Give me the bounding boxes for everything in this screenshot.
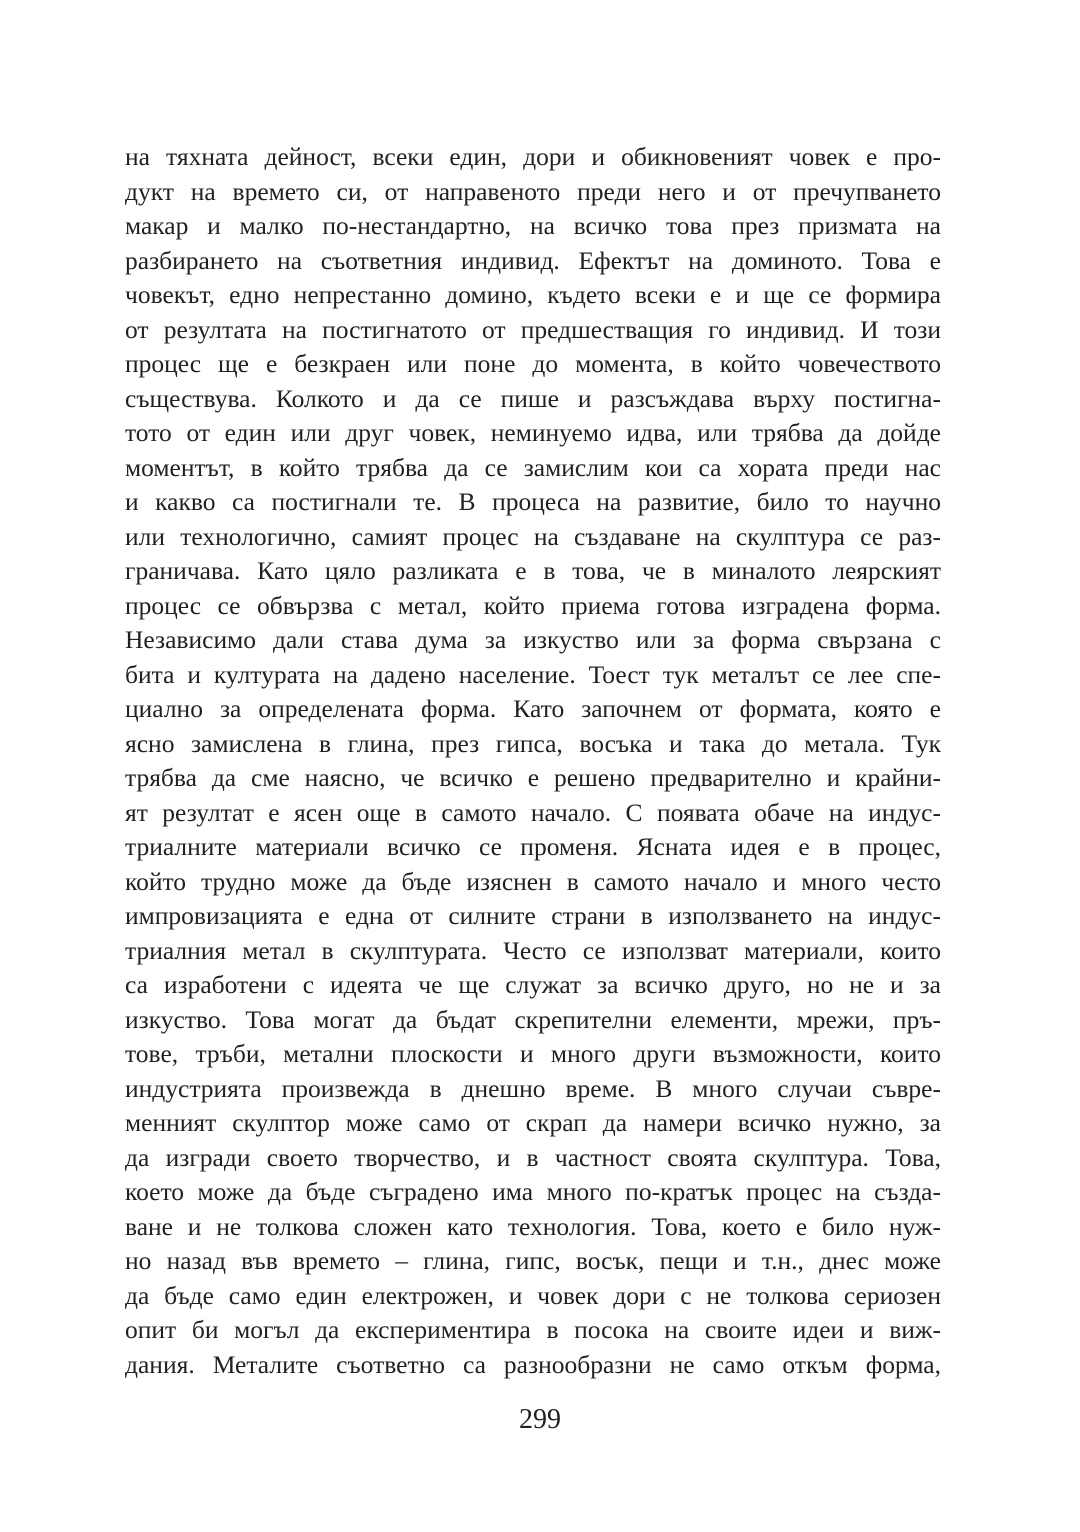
text-line: опит би могъл да експериментира в посока на своите идеи и виж- <box>125 1315 941 1344</box>
text-line: да бъде само един електрожен, и човек дори с не толкова сериозен <box>125 1280 941 1310</box>
text-line: ясно замислена в глина, през гипса, восъка и така до метала. Тук <box>125 728 941 758</box>
text-line: дания. Металите съответно са разнообразни не само откъм форма, <box>125 1349 941 1379</box>
text-line: разбирането на съответния индивид. Ефектът на доминото. Това е <box>125 245 941 275</box>
text-line: тото от един или друг човек, неминуемо идва, или трябва да дойде <box>125 418 941 447</box>
text-line: изкуство. Това могат да бъдат скрепителни елементи, мрежи, пръ- <box>125 1004 941 1034</box>
text-line: но назад във времето – глина, гипс, восък, пещи и т.н., днес може <box>125 1246 941 1275</box>
text-line: импровизацията е една от силните страни в използването на индус- <box>125 901 941 930</box>
text-line: циално за определената форма. Като започнем от формата, която е <box>125 694 941 723</box>
text-line: тове, тръби, метални плоскости и много други възможности, които <box>125 1039 941 1068</box>
text-line: на тяхната дейност, всеки един, дори и обикновеният човек е про- <box>125 142 941 171</box>
text-line: процес ще е безкраен или поне до момента, в който човечеството <box>125 349 941 378</box>
page-number: 299 <box>519 1404 561 1435</box>
text-line: граничава. Като цяло разликата е в това, че в миналото леярският <box>125 556 941 585</box>
text-line: ване и не толкова сложен като технология. Това, което е било нуж- <box>125 1211 941 1241</box>
text-line: което може да бъде съградено има много по-кратък процес на създа- <box>125 1177 941 1206</box>
text-line: който трудно може да бъде изяснен в самото начало и много често <box>125 866 941 896</box>
text-line: са изработени с идеята че ще служат за всичко друго, но не и за <box>125 970 941 999</box>
text-line: съществува. Колкото и да се пише и разсъждава върху постигна- <box>125 383 941 413</box>
text-line: менният скулптор може само от скрап да намери всичко нужно, за <box>125 1108 941 1137</box>
text-line: индустрията произвежда в днешно време. В много случаи съвре- <box>125 1073 941 1103</box>
text-line: трябва да сме наясно, че всичко е решено предварително и крайни- <box>125 763 941 792</box>
text-line: Независимо дали става дума за изкуство или за форма свързана с <box>125 625 941 654</box>
text-line: от резултата на постигнатото от предшестващия го индивид. И този <box>125 314 941 344</box>
text-line: да изгради своето творчество, и в частност своята скулптура. Това, <box>125 1142 941 1172</box>
text-line: човекът, едно непрестанно домино, където всеки е и ще се формира <box>125 280 941 309</box>
text-line: бита и културата на дадено население. Тоест тук металът се лее спе- <box>125 659 941 689</box>
text-line: и какво са постигнали те. В процеса на развитие, било то научно <box>125 487 941 516</box>
text-line: или технологично, самият процес на създаване на скулптура се раз- <box>125 521 941 551</box>
body-text <box>125 140 941 1382</box>
text-line: процес се обвързва с метал, който приема готова изградена форма. <box>125 590 941 620</box>
text-line: триалния метал в скулптурата. Често се използват материали, които <box>125 935 941 965</box>
text-line: триалните материали всичко се променя. Ясната идея е в процес, <box>125 832 941 861</box>
text-line: дукт на времето си, от направеното преди него и от пречупването <box>125 176 941 206</box>
text-line: макар и малко по-нестандартно, на всичко това през призмата на <box>125 211 941 240</box>
text-line: ят резултат е ясен още в самото начало. С появата обаче на индус- <box>125 797 941 827</box>
text-line: моментът, в който трябва да се замислим кои са хората преди нас <box>125 452 941 482</box>
